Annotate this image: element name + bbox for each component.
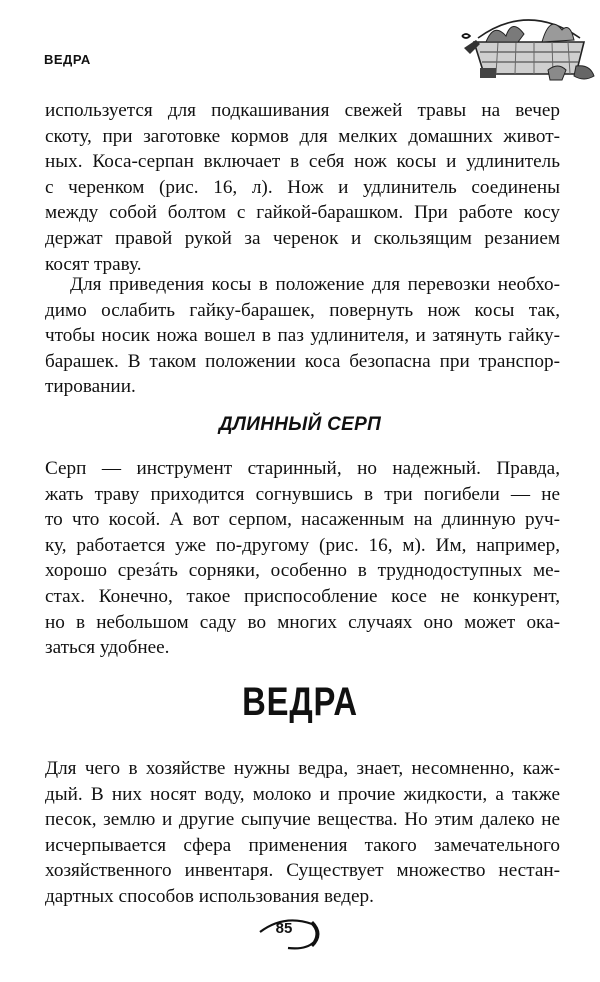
text-line: Для чего в хозяйстве нужны ведра, знает, несомненно, каж- (45, 758, 560, 779)
text-line: хорошо срезáть сорняки, особенно в труднодоступных ме- (45, 560, 560, 582)
text-line: дый. В них носят воду, молоко и прочие жидкости, а также (45, 783, 560, 805)
garden-basket-illustration (458, 8, 600, 86)
running-head: ВЕДРА (44, 52, 91, 67)
section-title: ВЕДРА (242, 680, 358, 724)
text-line: хозяйственного инвентаря. Существует множество нестан- (45, 860, 560, 882)
text-line: ку, работается уже по-другому (рис. 16, м). Им, например, (45, 534, 560, 556)
text-line: исчерпывается сфера применения такого замечательного (45, 834, 560, 856)
text-line: жать траву приходится согнувшись в три погибели — не (45, 483, 560, 505)
paragraph-2 (45, 272, 560, 400)
text-line: но в небольшом саду во многих случаях оно может ока- (45, 611, 560, 633)
text-line: димо ослабить гайку-барашек, повернуть нож косы так, (45, 299, 560, 321)
text-line: Для приведения косы в положение для перевозки необхо- (70, 274, 560, 295)
text-line: заться удобнее. (45, 637, 170, 659)
paragraph-4 (45, 756, 560, 910)
text-line: тировании. (45, 376, 136, 398)
text-line: скоту, при заготовке кормов для мелких домашних живот- (45, 125, 560, 147)
text-line: чтобы носик ножа вошел в паз удлинителя, и затянуть гайку- (45, 325, 560, 347)
text-line: барашек. В таком положении коса безопасна при транспор- (45, 350, 560, 372)
text-line: с черенком (рис. 16, л). Нож и удлинитель соединены (45, 176, 560, 198)
page-number-badge (254, 912, 324, 952)
text-line: между собой болтом с гайкой-барашком. При работе косу (45, 202, 560, 224)
text-line: косят траву. (45, 253, 142, 275)
paragraph-1 (45, 98, 560, 277)
page-number: 85 (275, 920, 293, 937)
text-line: Серп — инструмент старинный, но надежный. Правда, (45, 458, 560, 479)
text-line: дартных способов использования ведер. (45, 885, 374, 907)
text-line: стах. Конечно, такое приспособление косе не конкурент, (45, 585, 560, 607)
text-line: держат правой рукой за черенок и скользящим резанием (45, 227, 560, 249)
text-line: то что косой. А вот серпом, насаженным на длинную руч- (45, 509, 560, 531)
text-line: ных. Коса-серпан включает в себя нож косы и удлинитель (45, 151, 560, 173)
text-line: используется для подкашивания свежей травы на вечер (45, 100, 560, 121)
paragraph-3 (45, 456, 560, 661)
text-line: песок, землю и другие сыпучие вещества. Но этим далеко не (45, 809, 560, 831)
subheading: ДЛИННЫЙ СЕРП (218, 414, 382, 435)
